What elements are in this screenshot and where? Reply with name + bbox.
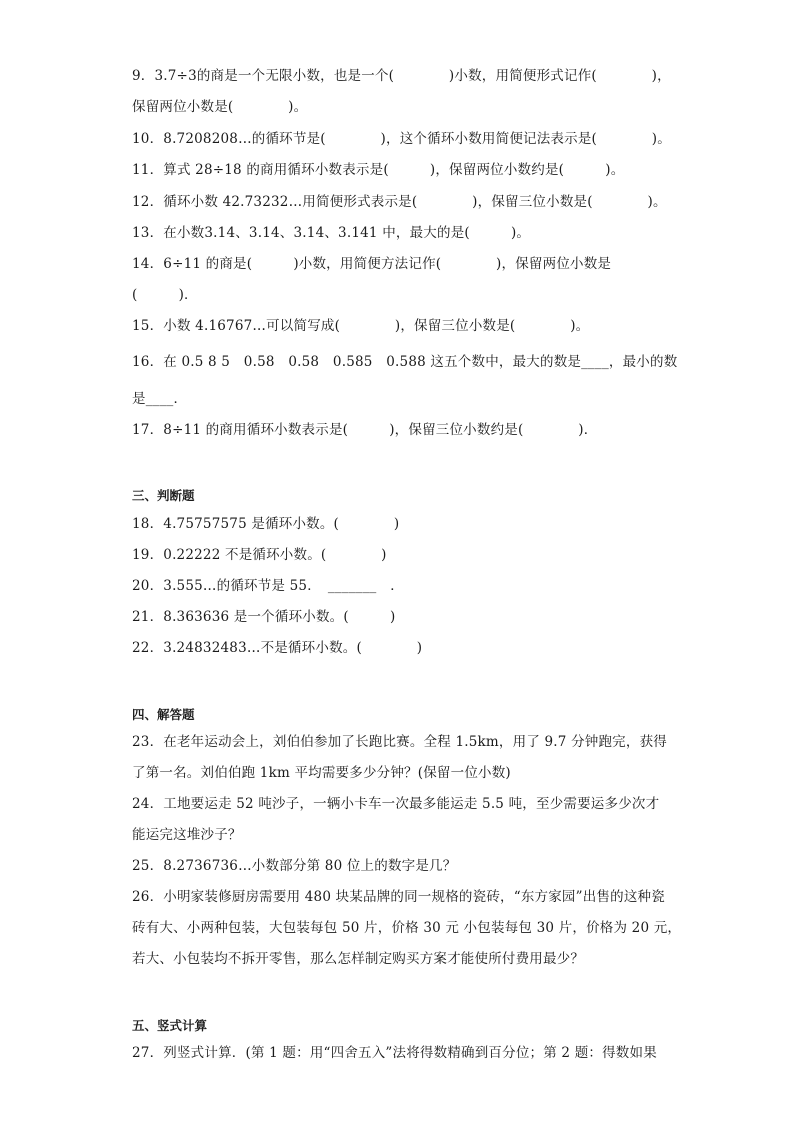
- question-19: 19．0.22222 不是循环小数。( ): [132, 547, 387, 563]
- section-3-heading: 三、判断题: [132, 488, 195, 503]
- question-10: 10．8.7208208…的循环节是( )，这个循环小数用简便记法表示是( )。: [132, 131, 671, 147]
- question-17: 17．8÷11 的商用循环小数表示是( )，保留三位小数约是( )．: [132, 422, 598, 438]
- question-16-line-1: 16．在 0.5 8 5 0.58 0.58 0.585 0.588 这五个数中，最大的数是____，最小的数: [132, 354, 678, 370]
- question-15: 15．小数 4.16767…可以简写成( )，保留三位小数是( )。: [132, 318, 590, 334]
- question-22: 22．3.24832483…不是循环小数。( ): [132, 640, 423, 656]
- question-18: 18．4.75757575 是循环小数。( ): [132, 516, 400, 532]
- question-23-line-1: 23．在老年运动会上，刘伯伯参加了长跑比赛。全程 1.5km，用了 9.7 分钟跑完，获得: [132, 734, 667, 750]
- question-24-line-1: 24．工地要运走 52 吨沙子，一辆小卡车一次最多能运走 5.5 吨，至少需要运多少次才: [132, 796, 660, 812]
- question-11: 11．算式 28÷18 的商用循环小数表示是( )，保留两位小数约是( )。: [132, 162, 625, 178]
- question-20: 20．3.555…的循环节是 55． _______ ．: [132, 578, 404, 594]
- question-26-line-3: 若大、小包装均不拆开零售，那么怎样制定购买方案才能使所付费用最少？: [132, 951, 585, 967]
- question-21: 21．8.363636 是一个循环小数。( ): [132, 609, 396, 625]
- question-25: 25．8.2736736…小数部分第 80 位上的数字是几？: [132, 858, 457, 874]
- section-5-heading: 五、竖式计算: [132, 1018, 208, 1033]
- question-26-line-1: 26．小明家装修厨房需要用 480 块某品牌的同一规格的瓷砖，“东方家园”出售的这种瓷: [132, 889, 665, 905]
- question-14-line-1: 14．6÷11 的商是( )小数，用简便方法记作( )，保留两位小数是: [132, 256, 612, 272]
- question-9-line-1: 9．3.7÷3的商是一个无限小数，也是一个( )小数，用简便形式记作( )，: [132, 68, 671, 84]
- question-26-line-2: 砖有大、小两种包装，大包装每包 50 片，价格 30 元 小包装每包 30 片，价格为 20 元，: [132, 920, 682, 936]
- question-14-line-2: ( )．: [132, 287, 198, 303]
- question-24-line-2: 能运完这堆沙子？: [132, 827, 242, 843]
- question-13: 13．在小数3.14、3.14、3.14、3.141 中，最大的是( )。: [132, 225, 531, 241]
- question-12: 12．循环小数 42.73232…用简便形式表示是( )，保留三位小数是( )。: [132, 194, 667, 210]
- question-16-line-2: 是____．: [132, 391, 188, 407]
- question-23-line-2: 了第一名。刘伯伯跑 1km 平均需要多少分钟？(保留一位小数): [132, 765, 511, 781]
- section-4-heading: 四、解答题: [132, 707, 195, 722]
- question-27-line-1: 27．列竖式计算．(第 1 题：用“四舍五入”法将得数精确到百分位；第 2 题：得数如果: [132, 1045, 657, 1061]
- question-9-line-2: 保留两位小数是( )。: [132, 99, 308, 115]
